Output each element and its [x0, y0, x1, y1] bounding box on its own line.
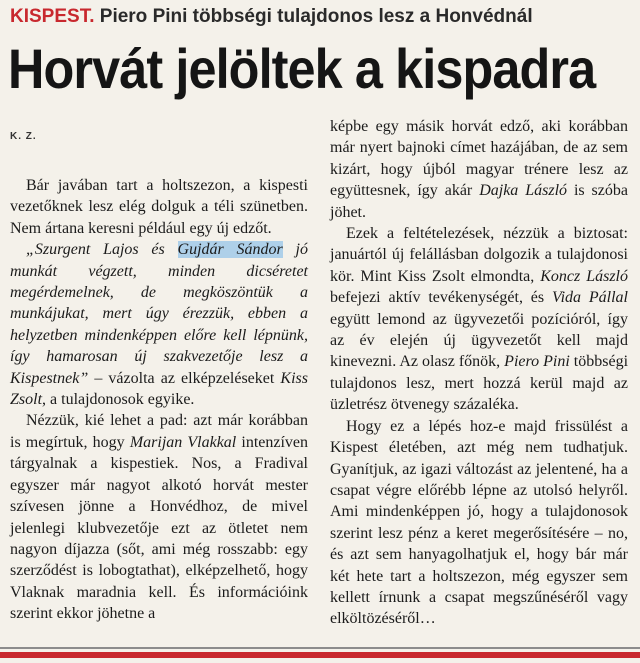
divider [0, 647, 640, 649]
kicker [10, 6, 635, 28]
headline: Horvát jelöltek a kispadra [8, 37, 596, 100]
article-column-1 [10, 175, 308, 625]
kicker-title: Piero Pini többségi tulajdonos lesz a Honvédnál [99, 6, 533, 27]
paragraph: Nézzük, kié lehet a pad: azt már korábban is megírtuk, hogy Marijan Vlakkal intenzíven tárgyalnak a kispestiek. Nos, a Fradival egyszer már nagyot alkotó horvát mester szívesen jönne a Honvédhoz, de mivel jelenlegi klubvezetője ezt az ötletet nem nagyon díjazza (sőt, ami még rosszabb: egy szerződést is lobogtathat), elképzelhető, hogy Vlaknak maradnia kell. És információink szerint ekkor jöhetne a [10, 412, 309, 623]
article-column-2 [330, 116, 628, 630]
paragraph: képbe egy másik horvát edző, aki korábban már nyert bajnoki címet hazájában, de az sem kizárt, hogy újból magyar trénere lesz az együttesnek, így akár Dajka László is szóba jöhet. [330, 118, 628, 221]
section-label: KISPEST. [10, 6, 95, 27]
paragraph: Hogy ez a lépés hoz-e majd frissülést a Kispest életében, azt még nem tudhatjuk. Gyanítjuk, az igazi változást az jelentené, ha a csapat végre előrébb lépne az utolsó helyről. Ami mindenképpen jó, hogy a tulajdonosok szerint lesz pénz a keret megerősítésére – no, és azt sem hanyagolhatjuk el, hogy bár már két hete tart a holtszezon, még egyszer sem kellett írnunk a csapat megszűnéséről vagy elköltözéséről… [330, 417, 628, 628]
byline: K. Z. [10, 131, 37, 142]
paragraph-quote: „Szurgent Lajos és Gujdár Sándor jó munkát végzett, minden dicséretet megérdemelnek, de megköszöntük a munkájukat, mert úgy érezzük, ebben a helyzetben mindenképpen előre kell lépnünk, így hamarosan új szakvezetője lesz a Kispestnek” – vázolta az elképzeléseket Kiss Zsolt, a tulajdonosok egyike. [10, 241, 309, 409]
bottom-rule [0, 652, 640, 658]
highlighted-name[interactable]: Gujdár Sándor [177, 241, 283, 259]
paragraph: Ezek a feltételezések, nézzük a biztosat: januártól új felállásban dolgozik a tulajdonosi kör. Mint Kiss Zsolt elmondta, Koncz László befejezi aktív tevékenységét, és Vida Pállal együtt lemond az ügyvezetői pozícióról, így az év elején új ügyvezetőt kell majd kinevezni. Az olasz főnök, Piero Pini többségi tulajdonos lesz, mert hozzá kerül majd az üzletrész ötvenegy százaléka. [330, 225, 629, 414]
paragraph: Bár javában tart a holtszezon, a kispesti vezetőknek lesz elég dolguk a téli szünetben. Nem ártana keresni például egy új edzőt. [10, 177, 308, 237]
